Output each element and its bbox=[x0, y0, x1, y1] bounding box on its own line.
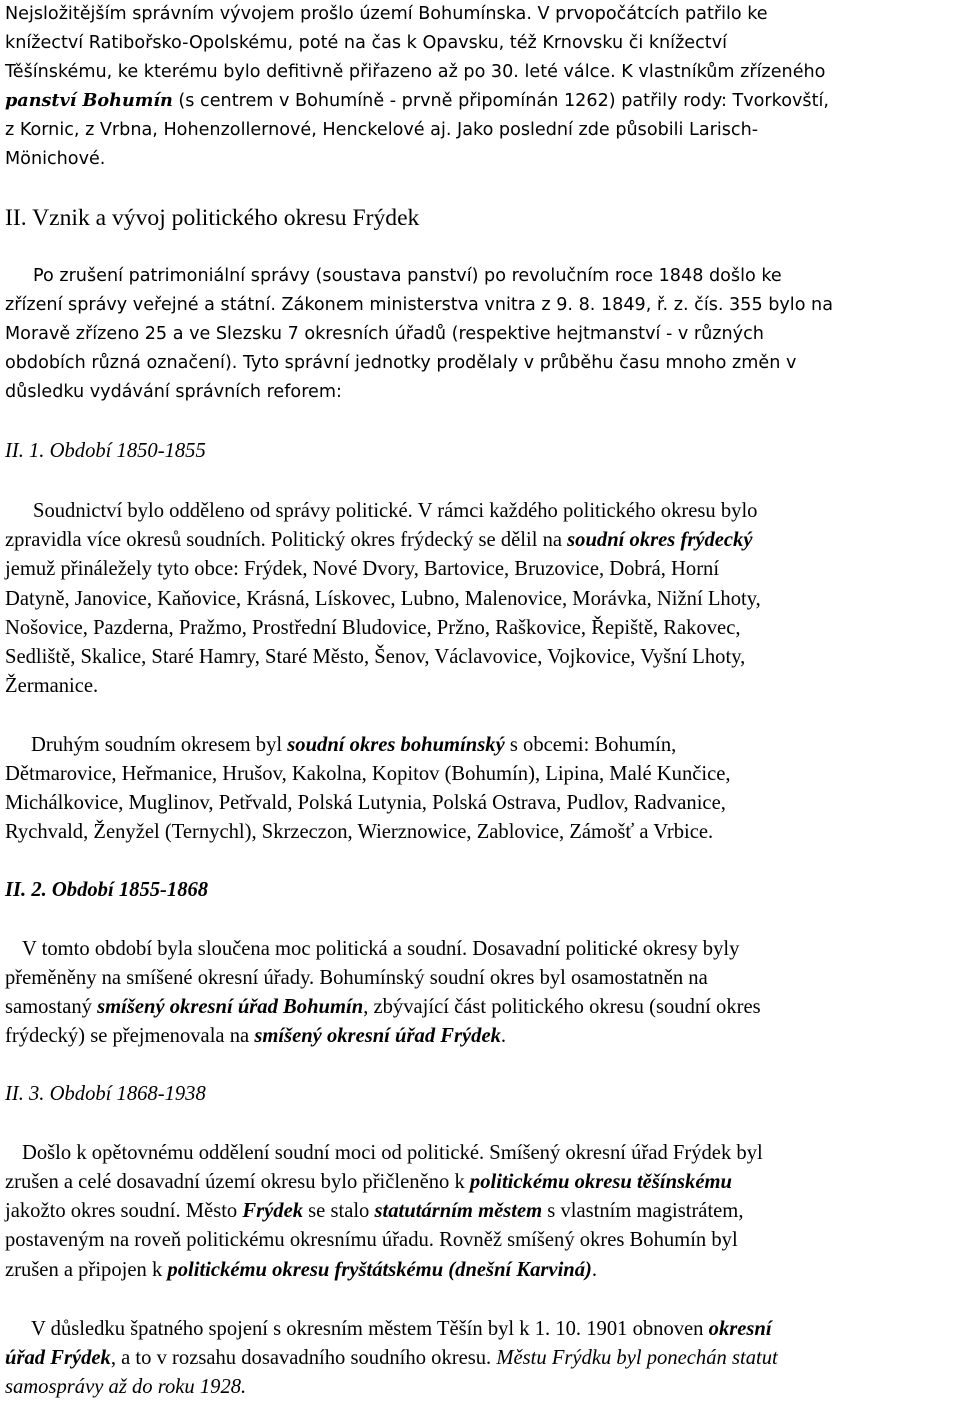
period-1-para-2-line-4: Rychvald, Ženyžel (Ternychl), Skrzeczon, Wierznowice, Zablovice, Zámošť a Vrbice. bbox=[5, 821, 714, 843]
period-3-line-2 bbox=[5, 1168, 957, 1197]
period-1-para-2-line-2: Dětmarovice, Heřmanice, Hrušov, Kakolna, Kopitov (Bohumín), Lipina, Malé Kunčice, bbox=[5, 763, 731, 785]
period-3-para-2-line-1-pre: V důsledku špatného spojení s okresním městem Těšín byl k 1. 10. 1901 obnoven bbox=[31, 1318, 709, 1340]
period-1-line-3: jemuž přináležely tyto obce: Frýdek, Nové Dvory, Bartovice, Bruzovice, Dobrá, Horní bbox=[5, 558, 720, 580]
okresni-emphasis: okresní bbox=[708, 1318, 772, 1340]
period-2-line-3 bbox=[5, 993, 957, 1022]
soudni-okres-bohuminsky-emphasis: soudní okres bohumínský bbox=[287, 734, 505, 756]
period-3-para-2-line-3: samosprávy až do roku 1928. bbox=[5, 1376, 247, 1398]
period-2-line-1: V tomto období byla sloučena moc politická a soudní. Dosavadní politické okresy byly bbox=[22, 938, 740, 960]
soudni-okres-frydecky-emphasis: soudní okres frýdecký bbox=[567, 529, 753, 551]
period-2-title: II. 2. Období 1855-1868 bbox=[5, 879, 209, 901]
intro-line-2: knížectví Ratibořsko-Opolskému, poté na čas k Opavsku, též Krnovsku či knížectví bbox=[5, 33, 728, 53]
intro-line-6: Mönichové. bbox=[5, 149, 106, 169]
section-line-3: Moravě zřízeno 25 a ve Slezsku 7 okresních úřadů (respektive hejtmanství - v různých bbox=[5, 324, 764, 344]
period-1-line-7: Žermanice. bbox=[5, 675, 99, 697]
period-1-para-2-line-1-post: s obcemi: Bohumín, bbox=[504, 734, 677, 756]
frydek-emphasis: Frýdek bbox=[242, 1200, 303, 1222]
intro-line-1: Nejsložitějším správním vývojem prošlo území Bohumínska. V prvopočátcích patřilo ke bbox=[5, 4, 768, 24]
section-line-5: důsledku vydávání správních reforem: bbox=[5, 382, 342, 402]
period-3-line-5-pre: zrušen a připojen k bbox=[5, 1259, 168, 1281]
period-3-para-2-line-1 bbox=[31, 1315, 960, 1344]
period-1-line-2 bbox=[5, 526, 957, 555]
period-1-line-6: Sedliště, Skalice, Staré Hamry, Staré Město, Šenov, Václavovice, Vojkovice, Vyšní Lhoty, bbox=[5, 646, 746, 668]
section-line-1: Po zrušení patrimoniální správy (soustava panství) po revolučním roce 1848 došlo ke bbox=[33, 266, 782, 286]
smiseny-urad-bohumin-emphasis: smíšený okresní úřad Bohumín bbox=[97, 996, 364, 1018]
smiseny-urad-frydek-emphasis: smíšený okresní úřad Frýdek bbox=[254, 1025, 501, 1047]
section-heading: II. Vznik a vývoj politického okresu Frýdek bbox=[5, 205, 420, 231]
period-1-para-2-line-1 bbox=[31, 731, 960, 760]
period-3-title: II. 3. Období 1868-1938 bbox=[5, 1083, 206, 1105]
intro-line-4 bbox=[5, 87, 957, 116]
politicky-okres-frystatsky-emphasis: politickému okresu fryštátskému (dnešní Karviná) bbox=[167, 1259, 592, 1281]
politicky-okres-tesinsky-emphasis: politickému okresu těšínskému bbox=[469, 1171, 732, 1193]
period-3-para-2-line-2 bbox=[5, 1344, 957, 1373]
period-1-line-5: Nošovice, Pazderna, Pražmo, Prostřední Bludovice, Pržno, Raškovice, Řepiště, Rakovec, bbox=[5, 617, 741, 639]
period-3-line-1: Došlo k opětovnému oddělení soudní moci od politické. Smíšený okresní úřad Frýdek byl bbox=[22, 1142, 763, 1164]
section-line-2: zřízení správy veřejné a státní. Zákonem ministerstva vnitra z 9. 8. 1849, ř. z. čís. 355 bylo na bbox=[5, 295, 833, 315]
intro-line-5: z Kornic, z Vrbna, Hohenzollernové, Henckelové aj. Jako poslední zde působili Larisch- bbox=[5, 120, 759, 140]
period-2-line-4 bbox=[5, 1022, 957, 1051]
period-3-line-5-post: . bbox=[591, 1259, 598, 1281]
period-3-line-2-pre: zrušen a celé dosavadní území okresu bylo přičleněno k bbox=[5, 1171, 470, 1193]
period-3-line-3-post: s vlastním magistrátem, bbox=[542, 1200, 744, 1222]
period-2-line-2: přeměněny na smíšené okresní úřady. Bohumínský soudní okres byl osamostatněn na bbox=[5, 967, 708, 989]
period-2-line-3-pre: samostaný bbox=[5, 996, 98, 1018]
period-1-line-4: Datyně, Janovice, Kaňovice, Krásná, Lískovec, Lubno, Malenovice, Morávka, Nižní Lhoty, bbox=[5, 588, 761, 610]
period-3-line-5 bbox=[5, 1256, 957, 1285]
period-3-line-3-pre: jakožto okres soudní. Město bbox=[5, 1200, 243, 1222]
panstvi-bohumin-emphasis: panství Bohumín bbox=[5, 90, 173, 111]
period-2-line-4-pre: frýdecký) se přejmenovala na bbox=[5, 1025, 255, 1047]
period-3-para-2-line-2-mid: , a to v rozsahu dosavadního soudního okresu. bbox=[110, 1347, 497, 1369]
period-3-line-4: postaveným na roveň politickému okresnímu úřadu. Rovněž smíšený okres Bohumín byl bbox=[5, 1229, 738, 1251]
statutarni-mesto-emphasis: statutárním městem bbox=[374, 1200, 543, 1222]
section-line-4: obdobích různá označení). Tyto správní jednotky prodělaly v průběhu času mnoho změn v bbox=[5, 353, 797, 373]
period-1-para-2-line-1-pre: Druhým soudním okresem byl bbox=[31, 734, 288, 756]
period-1-line-1: Soudnictví bylo odděleno od správy politické. V rámci každého politického okresu bylo bbox=[33, 500, 758, 522]
period-3-line-3 bbox=[5, 1197, 957, 1226]
intro-line-4-text: (s centrem v Bohumíně - prvně připomínán 1262) patřily rody: Tvorkovští, bbox=[172, 91, 829, 111]
period-1-line-2-text: zpravidla více okresů soudních. Politický okres frýdecký se dělil na bbox=[5, 529, 568, 551]
urad-frydek-emphasis: úřad Frýdek bbox=[5, 1347, 111, 1369]
period-2-line-3-post: , zbývající část politického okresu (soudní okres bbox=[363, 996, 761, 1018]
period-1-para-2-line-3: Michálkovice, Muglinov, Petřvald, Polská Lutynia, Polská Ostrava, Pudlov, Radvanice, bbox=[5, 792, 726, 814]
period-1-title: II. 1. Období 1850-1855 bbox=[5, 440, 206, 462]
period-3-line-3-mid: se stalo bbox=[303, 1200, 375, 1222]
statut-italic: Městu Frýdku byl ponechán statut bbox=[496, 1347, 778, 1369]
period-2-line-4-post: . bbox=[500, 1025, 507, 1047]
intro-line-3: Těšínskému, ke kterému bylo defitivně přiřazeno až po 30. leté válce. K vlastníkům zřízeného bbox=[5, 62, 826, 82]
